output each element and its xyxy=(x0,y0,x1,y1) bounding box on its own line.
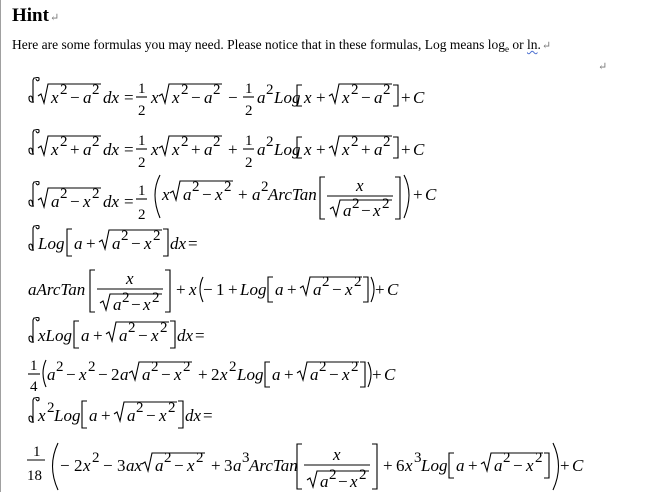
svg-text:+: + xyxy=(191,140,201,159)
svg-text:2: 2 xyxy=(136,400,144,416)
svg-text:a: a xyxy=(89,406,98,425)
svg-text:x: x xyxy=(151,140,159,159)
svg-text:1: 1 xyxy=(138,133,146,149)
svg-text:a: a xyxy=(494,456,503,475)
svg-text:2: 2 xyxy=(245,155,253,171)
svg-text:2: 2 xyxy=(383,134,391,150)
svg-text:x: x xyxy=(342,140,350,159)
svg-text:+: + xyxy=(238,185,248,204)
svg-text:−: − xyxy=(203,280,213,299)
svg-text:3: 3 xyxy=(414,450,422,466)
svg-text:+: + xyxy=(372,365,382,384)
svg-text:x: x xyxy=(83,456,91,475)
svg-text:x: x xyxy=(38,406,46,425)
svg-text:2: 2 xyxy=(382,196,390,212)
paragraph-mark-icon: ↵ xyxy=(49,12,60,24)
svg-text:=: = xyxy=(203,406,213,425)
svg-text:a: a xyxy=(183,185,192,204)
svg-text:−: − xyxy=(70,88,80,107)
svg-text:2: 2 xyxy=(213,134,221,150)
ln-word: ln xyxy=(526,37,538,52)
svg-text:x: x xyxy=(342,365,350,384)
svg-text:−: − xyxy=(60,456,70,475)
svg-text:dx: dx xyxy=(177,326,194,345)
svg-text:2: 2 xyxy=(266,134,274,150)
svg-text:2: 2 xyxy=(152,290,160,306)
svg-text:2: 2 xyxy=(60,82,68,98)
svg-text:2: 2 xyxy=(261,179,269,195)
svg-text:+: + xyxy=(383,456,393,475)
svg-text:a: a xyxy=(374,88,383,107)
formula-1 xyxy=(29,78,425,120)
svg-text:Log: Log xyxy=(274,140,301,159)
svg-text:+: + xyxy=(176,280,186,299)
svg-text:+: + xyxy=(361,140,371,159)
svg-text:2: 2 xyxy=(229,359,237,375)
svg-text:=: = xyxy=(195,326,205,345)
svg-text:2: 2 xyxy=(196,450,204,466)
svg-text:2: 2 xyxy=(181,134,189,150)
svg-text:2: 2 xyxy=(92,186,100,202)
svg-text:a: a xyxy=(120,365,129,384)
svg-text:2: 2 xyxy=(151,359,159,375)
svg-text:C: C xyxy=(384,365,396,384)
svg-text:+: + xyxy=(228,140,238,159)
svg-text:1: 1 xyxy=(138,183,146,199)
svg-text:x: x xyxy=(151,88,159,107)
svg-text:2: 2 xyxy=(128,320,136,336)
svg-text:+: + xyxy=(401,140,411,159)
svg-text:C: C xyxy=(387,280,399,299)
svg-text:+: + xyxy=(316,88,326,107)
svg-text:a: a xyxy=(119,326,128,345)
svg-text:=: = xyxy=(124,192,134,211)
svg-text:a: a xyxy=(83,88,92,107)
svg-text:3: 3 xyxy=(224,456,233,475)
svg-text:x: x xyxy=(333,445,341,464)
svg-text:+: + xyxy=(211,456,221,475)
svg-text:1: 1 xyxy=(216,280,225,299)
svg-text:+: + xyxy=(86,234,96,253)
svg-text:−: − xyxy=(191,88,201,107)
svg-text:a: a xyxy=(313,280,322,299)
svg-text:Log: Log xyxy=(274,88,301,107)
svg-text:C: C xyxy=(572,456,584,475)
paragraph-mark-icon: ↵ xyxy=(541,40,552,52)
svg-text:−: − xyxy=(332,280,342,299)
svg-text:2: 2 xyxy=(352,196,360,212)
formula-3 xyxy=(29,175,437,223)
svg-text:+: + xyxy=(375,280,385,299)
svg-text:2: 2 xyxy=(181,82,189,98)
svg-text:Log: Log xyxy=(421,456,448,475)
svg-text:x: x xyxy=(220,365,228,384)
svg-text:2: 2 xyxy=(138,155,146,171)
svg-text:dx: dx xyxy=(103,140,120,159)
svg-text:2: 2 xyxy=(322,274,330,290)
svg-text:x: x xyxy=(143,295,151,314)
svg-text:4: 4 xyxy=(30,379,38,395)
svg-text:−: − xyxy=(103,456,113,475)
svg-text:2: 2 xyxy=(92,450,100,466)
svg-text:+: + xyxy=(560,456,570,475)
svg-text:a: a xyxy=(113,295,122,314)
svg-text:2: 2 xyxy=(319,359,327,375)
svg-text:a: a xyxy=(456,456,465,475)
svg-text:ax: ax xyxy=(126,456,143,475)
svg-text:aArcTan: aArcTan xyxy=(28,280,86,299)
svg-text:−: − xyxy=(131,234,141,253)
svg-text:x: x xyxy=(350,472,358,491)
svg-text:x: x xyxy=(356,176,364,195)
svg-text:x: x xyxy=(304,88,312,107)
formula-2 xyxy=(29,130,425,172)
svg-text:x: x xyxy=(51,140,59,159)
svg-text:Log: Log xyxy=(240,280,267,299)
svg-text:a: a xyxy=(81,326,90,345)
svg-text:−: − xyxy=(131,295,141,314)
svg-text:x: x xyxy=(172,140,180,159)
svg-text:a: a xyxy=(51,192,60,211)
svg-text:2: 2 xyxy=(47,400,55,416)
svg-text:C: C xyxy=(425,185,437,204)
intro-text: Here are some formulas you may need. Please notice that in these formulas, Log means log xyxy=(12,37,505,52)
svg-text:1: 1 xyxy=(245,133,253,149)
svg-text:x: x xyxy=(159,406,167,425)
svg-text:−: − xyxy=(361,88,371,107)
svg-text:−: − xyxy=(98,365,108,384)
svg-text:−: − xyxy=(66,365,76,384)
formula-5 xyxy=(28,318,396,396)
svg-text:a: a xyxy=(257,88,266,107)
svg-text:dx: dx xyxy=(170,234,187,253)
svg-text:−: − xyxy=(146,406,156,425)
svg-text:1: 1 xyxy=(245,81,253,97)
svg-text:2: 2 xyxy=(183,359,191,375)
svg-text:−: − xyxy=(174,456,184,475)
svg-text:a: a xyxy=(374,140,383,159)
svg-text:+: + xyxy=(284,365,294,384)
svg-text:x: x xyxy=(79,365,87,384)
svg-text:a: a xyxy=(310,365,319,384)
svg-text:2: 2 xyxy=(329,467,337,483)
intro-end: . xyxy=(537,37,541,52)
svg-text:2: 2 xyxy=(224,179,232,195)
svg-text:x: x xyxy=(304,140,312,159)
svg-text:+: + xyxy=(401,88,411,107)
svg-text:2: 2 xyxy=(211,365,220,384)
svg-text:2: 2 xyxy=(213,82,221,98)
svg-text:+: + xyxy=(287,280,297,299)
svg-text:3: 3 xyxy=(117,456,126,475)
svg-text:−: − xyxy=(329,365,339,384)
svg-text:2: 2 xyxy=(351,82,359,98)
hint-title: Hint xyxy=(12,5,49,26)
svg-text:x: x xyxy=(345,280,353,299)
svg-text:2: 2 xyxy=(121,228,129,244)
svg-text:x: x xyxy=(162,185,170,204)
svg-text:x: x xyxy=(172,88,180,107)
svg-text:a: a xyxy=(74,234,83,253)
svg-text:x: x xyxy=(174,365,182,384)
svg-text:+: + xyxy=(228,280,238,299)
svg-text:x: x xyxy=(373,201,381,220)
svg-text:a: a xyxy=(83,140,92,159)
svg-text:ArcTan: ArcTan xyxy=(268,185,317,204)
svg-text:a: a xyxy=(204,88,213,107)
svg-text:2: 2 xyxy=(245,103,253,119)
svg-text:−: − xyxy=(161,365,171,384)
svg-text:2: 2 xyxy=(122,290,130,306)
svg-text:2: 2 xyxy=(535,450,543,466)
svg-text:2: 2 xyxy=(92,82,100,98)
svg-text:2: 2 xyxy=(192,179,200,195)
svg-text:+: + xyxy=(101,406,111,425)
svg-text:−: − xyxy=(361,201,371,220)
svg-text:x: x xyxy=(189,280,197,299)
svg-text:dx: dx xyxy=(185,406,202,425)
intro-or: or xyxy=(508,37,527,52)
svg-text:a: a xyxy=(142,365,151,384)
svg-text:ArcTan: ArcTan xyxy=(249,456,298,475)
svg-text:=: = xyxy=(188,234,198,253)
svg-text:+: + xyxy=(198,365,208,384)
svg-text:2: 2 xyxy=(153,228,161,244)
svg-text:a: a xyxy=(155,456,164,475)
svg-text:a: a xyxy=(252,185,261,204)
svg-text:2: 2 xyxy=(383,82,391,98)
svg-text:2: 2 xyxy=(111,365,120,384)
svg-text:2: 2 xyxy=(354,274,362,290)
svg-text:Log: Log xyxy=(38,234,65,253)
svg-text:x: x xyxy=(215,185,223,204)
svg-text:2: 2 xyxy=(88,359,96,375)
svg-text:2: 2 xyxy=(60,134,68,150)
svg-text:a: a xyxy=(343,201,352,220)
svg-text:−: − xyxy=(338,472,348,491)
svg-text:a: a xyxy=(275,280,284,299)
svg-text:−: − xyxy=(513,456,523,475)
svg-text:−: − xyxy=(70,192,80,211)
svg-text:C: C xyxy=(413,140,425,159)
log-base-e: e xyxy=(504,44,509,54)
svg-text:2: 2 xyxy=(92,134,100,150)
svg-text:−: − xyxy=(228,88,238,107)
svg-text:x: x xyxy=(526,456,534,475)
svg-text:+: + xyxy=(70,140,80,159)
line-break-mark-icon: ↵ xyxy=(598,61,608,73)
svg-text:3: 3 xyxy=(242,450,250,466)
svg-text:dx: dx xyxy=(103,192,120,211)
svg-text:1: 1 xyxy=(33,444,41,460)
svg-text:xLog: xLog xyxy=(38,326,72,345)
svg-text:−: − xyxy=(138,326,148,345)
svg-text:x: x xyxy=(405,456,413,475)
svg-text:a: a xyxy=(112,234,121,253)
svg-text:a: a xyxy=(233,456,242,475)
svg-text:x: x xyxy=(144,234,152,253)
svg-text:−: − xyxy=(202,185,212,204)
svg-text:a: a xyxy=(204,140,213,159)
svg-text:x: x xyxy=(126,269,134,288)
svg-text:+: + xyxy=(413,185,423,204)
svg-text:2: 2 xyxy=(168,400,176,416)
svg-text:2: 2 xyxy=(351,359,359,375)
svg-text:2: 2 xyxy=(160,320,168,336)
svg-text:1: 1 xyxy=(30,358,38,374)
svg-text:2: 2 xyxy=(74,456,83,475)
svg-text:2: 2 xyxy=(164,450,172,466)
svg-text:C: C xyxy=(413,88,425,107)
svg-text:+: + xyxy=(93,326,103,345)
svg-text:2: 2 xyxy=(138,103,146,119)
svg-text:a: a xyxy=(272,365,281,384)
svg-text:18: 18 xyxy=(27,468,42,484)
svg-text:2: 2 xyxy=(359,467,367,483)
svg-text:x: x xyxy=(83,192,91,211)
svg-text:+: + xyxy=(468,456,478,475)
svg-text:Log: Log xyxy=(54,406,81,425)
svg-text:2: 2 xyxy=(351,134,359,150)
svg-text:a: a xyxy=(47,365,56,384)
svg-text:a: a xyxy=(257,140,266,159)
svg-text:=: = xyxy=(124,88,134,107)
svg-text:Log: Log xyxy=(237,365,264,384)
svg-text:x: x xyxy=(151,326,159,345)
svg-text:2: 2 xyxy=(266,82,274,98)
svg-text:=: = xyxy=(124,140,134,159)
svg-text:2: 2 xyxy=(60,186,68,202)
svg-text:1: 1 xyxy=(138,81,146,97)
formula-4 xyxy=(28,226,399,315)
svg-text:x: x xyxy=(187,456,195,475)
svg-text:x: x xyxy=(342,88,350,107)
svg-text:6: 6 xyxy=(396,456,405,475)
svg-text:2: 2 xyxy=(138,207,146,223)
svg-text:a: a xyxy=(320,472,329,491)
svg-text:+: + xyxy=(316,140,326,159)
formula-6 xyxy=(27,398,584,492)
svg-text:a: a xyxy=(127,406,136,425)
svg-text:2: 2 xyxy=(503,450,511,466)
svg-text:x: x xyxy=(51,88,59,107)
svg-text:2: 2 xyxy=(56,359,64,375)
svg-text:dx: dx xyxy=(103,88,120,107)
